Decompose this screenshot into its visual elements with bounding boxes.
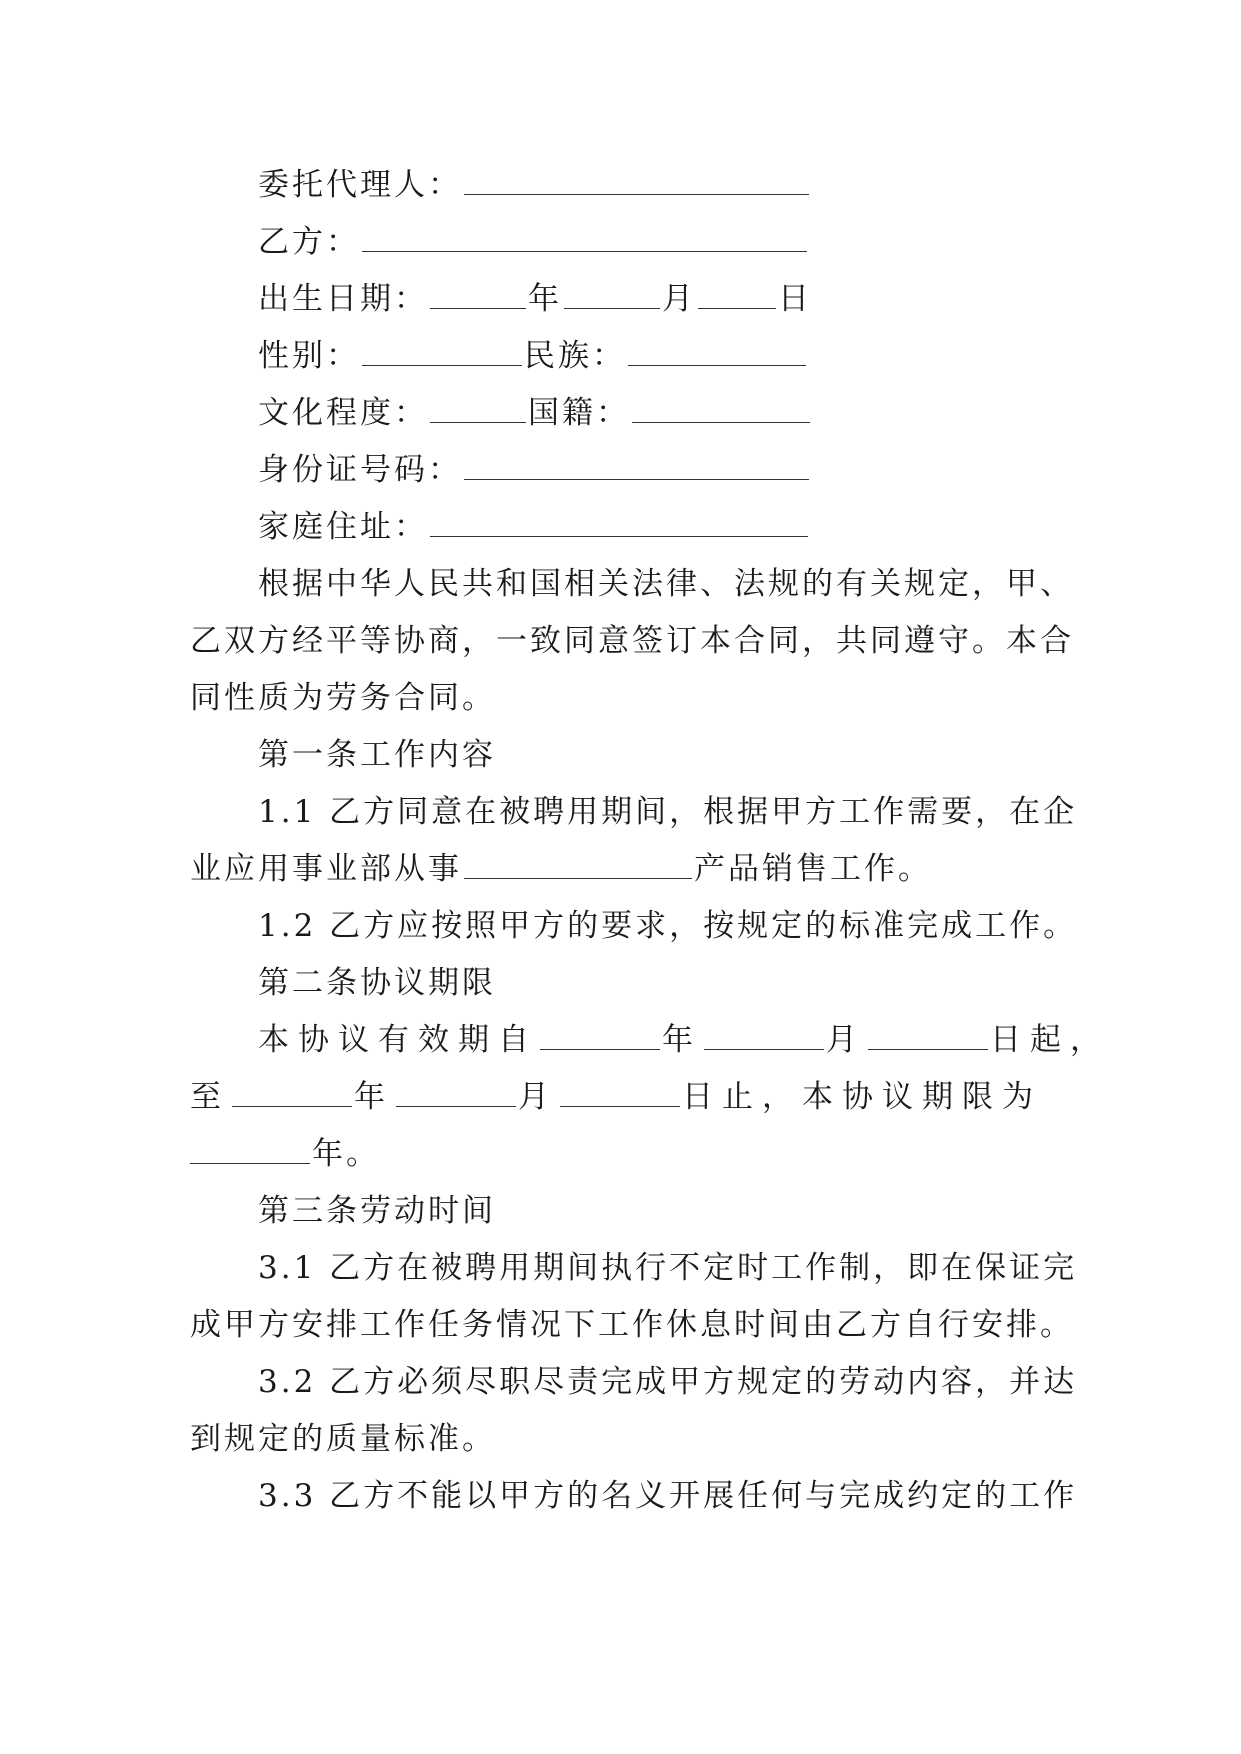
ethnicity-label: 民族： xyxy=(524,338,626,374)
term-until: 日止，本协议期限为 xyxy=(682,1079,1042,1115)
term-start-day-unit: 日起， xyxy=(990,1022,1110,1058)
article-1-title: 第一条工作内容 xyxy=(258,737,496,773)
address-field xyxy=(258,507,810,547)
article-3-title: 第三条劳动时间 xyxy=(258,1193,496,1229)
address-blank xyxy=(430,510,808,537)
term-line-2 xyxy=(190,1077,1042,1117)
birth-day-blank xyxy=(698,282,776,309)
term-end-month-unit: 月 xyxy=(518,1079,558,1115)
term-length-unit: 年。 xyxy=(312,1136,380,1172)
birth-label: 出生日期： xyxy=(258,281,428,317)
term-start: 本协议有效期自 xyxy=(258,1022,538,1058)
term-line-1 xyxy=(258,1020,1110,1060)
term-start-year-blank xyxy=(540,1023,660,1050)
birth-year-unit: 年 xyxy=(528,281,562,317)
gender-label: 性别： xyxy=(258,338,360,374)
birth-year-blank xyxy=(430,282,526,309)
party-b-label: 乙方： xyxy=(258,224,360,260)
term-start-day-blank xyxy=(868,1023,988,1050)
birth-month-blank xyxy=(564,282,660,309)
gender-ethnicity-field xyxy=(258,336,808,376)
party-b-field xyxy=(258,222,809,262)
birth-date-field xyxy=(258,279,812,319)
nationality-blank xyxy=(632,396,810,423)
birth-month-unit: 月 xyxy=(662,281,696,317)
ethnicity-blank xyxy=(628,339,806,366)
id-number-field xyxy=(258,450,811,490)
id-blank xyxy=(464,453,809,480)
id-label: 身份证号码： xyxy=(258,452,462,488)
clause-1-2: 1.2 乙方应按照甲方的要求，按规定的标准完成工作。 xyxy=(258,908,1078,944)
clause-1-1-line-2 xyxy=(190,849,932,889)
term-end-year-blank xyxy=(232,1080,352,1107)
clause-3-3-line-1: 3.3 乙方不能以甲方的名义开展任何与完成约定的工作 xyxy=(258,1478,1078,1514)
term-end-year-unit: 年 xyxy=(354,1079,394,1115)
term-end-month-blank xyxy=(396,1080,516,1107)
clause-1-1-pre: 业应用事业部从事 xyxy=(190,851,462,887)
clause-3-2-line-1: 3.2 乙方必须尽职尽责完成甲方规定的劳动内容，并达 xyxy=(258,1364,1078,1400)
clause-3-1-line-2: 成甲方安排工作任务情况下工作休息时间由乙方自行安排。 xyxy=(190,1307,1074,1343)
education-label: 文化程度： xyxy=(258,395,428,431)
education-blank xyxy=(430,396,526,423)
term-end-day-blank xyxy=(560,1080,680,1107)
clause-3-1-line-1: 3.1 乙方在被聘用期间执行不定时工作制，即在保证完 xyxy=(258,1250,1078,1286)
agent-field xyxy=(258,165,811,205)
birth-day-unit: 日 xyxy=(778,281,812,317)
term-line-3 xyxy=(190,1134,380,1174)
agent-label: 委托代理人： xyxy=(258,167,462,203)
education-nationality-field xyxy=(258,393,812,433)
intro-line-2: 乙双方经平等协商，一致同意签订本合同，共同遵守。本合 xyxy=(190,623,1074,659)
term-start-month-unit: 月 xyxy=(826,1022,866,1058)
product-blank xyxy=(464,852,692,879)
gender-blank xyxy=(362,339,522,366)
term-to: 至 xyxy=(190,1079,230,1115)
term-length-blank xyxy=(190,1137,310,1164)
term-start-month-blank xyxy=(704,1023,824,1050)
clause-1-1-line-1: 1.1 乙方同意在被聘用期间，根据甲方工作需要，在企 xyxy=(258,794,1078,830)
clause-1-1-post: 产品销售工作。 xyxy=(694,851,932,887)
clause-3-2-line-2: 到规定的质量标准。 xyxy=(190,1421,496,1457)
party-b-blank xyxy=(362,225,807,252)
intro-line-1: 根据中华人民共和国相关法律、法规的有关规定，甲、 xyxy=(258,566,1074,602)
intro-line-3: 同性质为劳务合同。 xyxy=(190,680,496,716)
address-label: 家庭住址： xyxy=(258,509,428,545)
term-start-year-unit: 年 xyxy=(662,1022,702,1058)
agent-blank xyxy=(464,168,809,195)
article-2-title: 第二条协议期限 xyxy=(258,965,496,1001)
nationality-label: 国籍： xyxy=(528,395,630,431)
